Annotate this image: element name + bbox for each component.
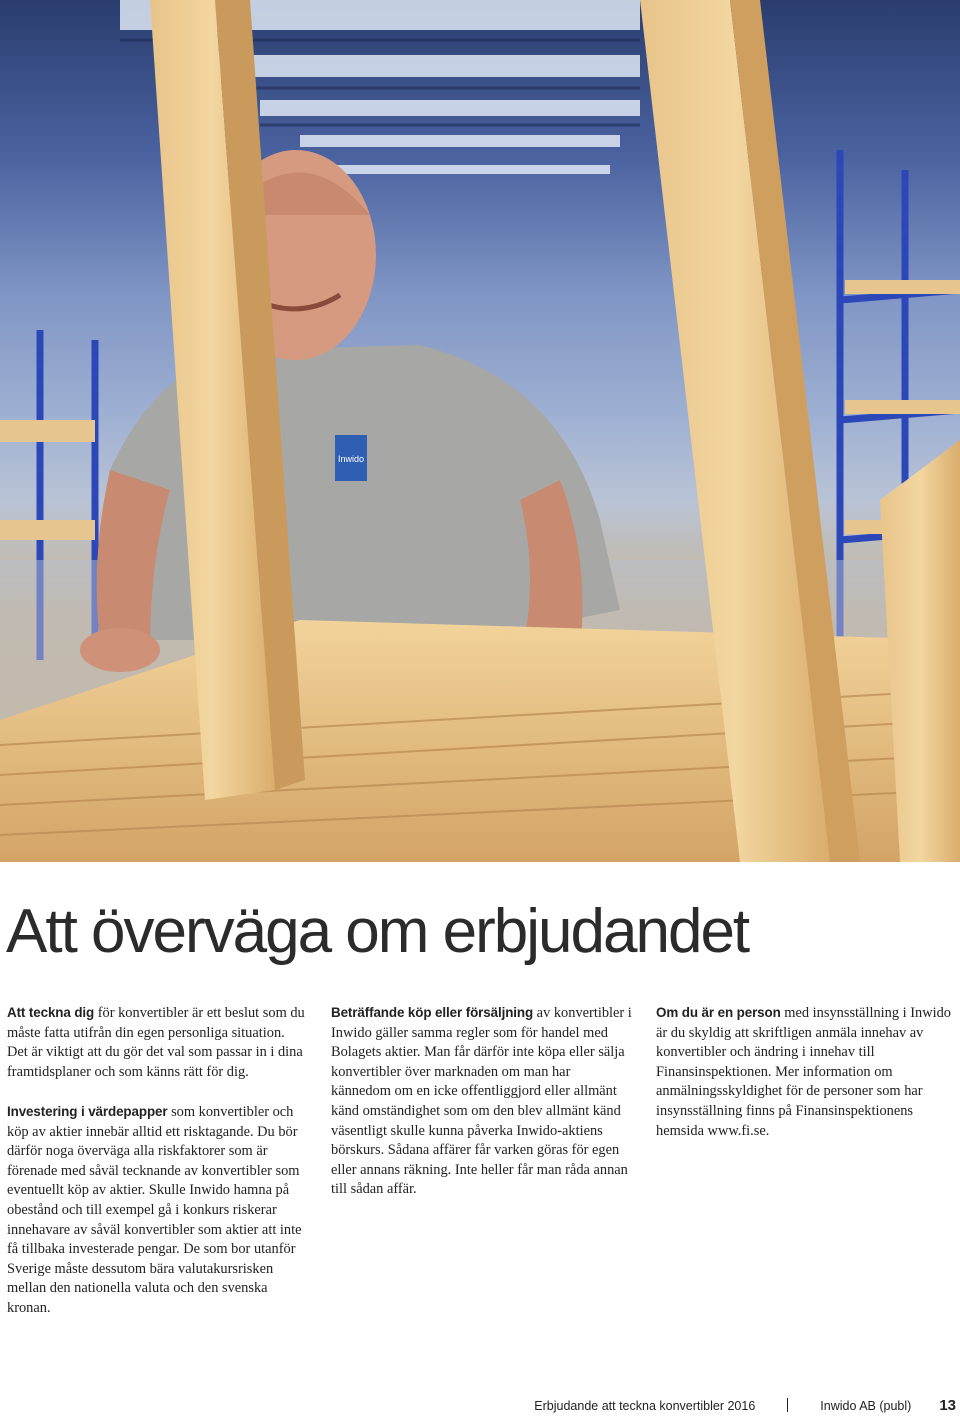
page-number: 13 — [939, 1397, 956, 1414]
paragraph — [7, 1003, 309, 1082]
paragraph-text: för konvertibler är ett beslut som du måste fatta utifrån din egen personliga situation. Det är viktigt att du gör det val som passar in i dina framtidsplaner och som känns rätt för dig. — [7, 1005, 305, 1080]
paragraph-lead: Beträffande köp eller försäljning — [331, 1005, 534, 1020]
paragraph — [656, 1003, 958, 1141]
text-column-1 — [7, 1003, 309, 1338]
page-title: Att överväga om erbjudandet — [6, 897, 749, 966]
footer-divider — [787, 1398, 788, 1412]
paragraph-text: med insynsställning i Inwido är du skyldig att skriftligen anmäla innehav av konvertibler och ändring i innehav till Finansinspektionen. Mer information om anmälningsskyldighet för de personer som har insynsställning finns på Finansinspektionens hemsida www.fi.se. — [656, 1005, 951, 1139]
paragraph-lead: Om du är en person — [656, 1005, 781, 1020]
paragraph — [7, 1102, 309, 1319]
paragraph-text: av konvertibler i Inwido gäller samma regler som för handel med Bolagets aktier. Man får därför inte köpa eller sälja konvertibler över marknaden om man har kännedom om en icke offentliggjord eller allmänt känd omständighet som om den blev allmänt känd väsentligt skulle kunna påverka Inwido-aktiens börskurs. Sådana affärer får varken göras för egen eller annans räkning. Inte heller får man råda annan till sådan affär. — [331, 1005, 632, 1198]
footer-company: Inwido AB (publ) — [820, 1399, 912, 1413]
page-footer — [520, 1396, 956, 1418]
paragraph-lead: Att teckna dig — [7, 1005, 95, 1020]
paragraph-lead: Investering i värdepapper — [7, 1103, 168, 1119]
paragraph — [331, 1003, 633, 1200]
shirt-logo-text: Inwido — [337, 454, 365, 464]
text-column-2 — [331, 1003, 633, 1220]
footer-document-title: Erbjudande att teckna konvertibler 2016 — [534, 1399, 756, 1413]
text-column-3 — [656, 1003, 958, 1161]
paragraph-text: som konvertibler och köp av aktier innebär alltid ett risktagande. Du bör därför noga överväga alla riskfaktorer som är förenade med såväl tecknande av konvertibler som eventuellt köp av aktier. Skulle Inwido hamna på obestånd och till exempel gå i konkurs riskerar innehavare av såväl konvertibler som aktier att inte få tillbaka investerade pengar. De som bor utanför Sverige måste dessutom bära valutakursrisken mellan den nationella valuta och den svenska kronan. — [7, 1103, 302, 1316]
